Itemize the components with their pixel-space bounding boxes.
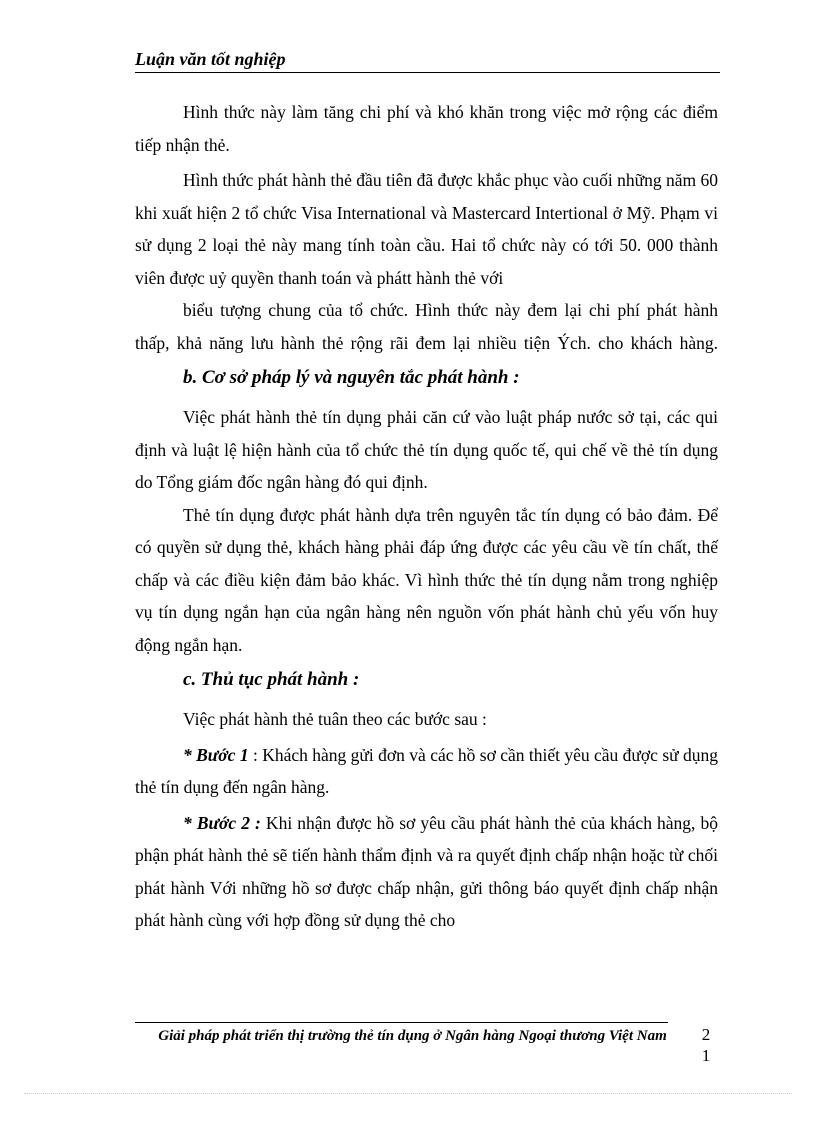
document-body: [135, 96, 718, 937]
step-1: [135, 739, 718, 804]
footer-rule: [135, 1022, 668, 1023]
section-heading-b: b. Cơ sở pháp lý và nguyên tắc phát hành :: [183, 367, 520, 388]
page-edge-divider: [24, 1093, 792, 1094]
paragraph-2: Hình thức phát hành thẻ đầu tiên đã được khắc phục vào cuối những năm 60 khi xuất hiện 2 tổ chức Visa International và Mastercard Intertional ở Mỹ. Phạm vi sử dụng 2 loại thẻ này mang tính toàn cầu. Hai tổ chức này có tới 50. 000 thành viên được uỷ quyền thanh toán và phátt hành thẻ với: [135, 170, 718, 288]
paragraph-1: Hình thức này làm tăng chi phí và khó khăn trong việc mở rộng các điểm tiếp nhận thẻ.: [135, 102, 718, 155]
paragraph-6: Việc phát hành thẻ tuân theo các bước sau :: [183, 709, 487, 729]
running-header-title: Luận văn tốt nghiệp: [135, 49, 286, 69]
step-2: [135, 807, 718, 937]
paragraph-3: biểu tượng chung của tổ chức. Hình thức này đem lại chi phí phát hành thấp, khả năng lưu hành thẻ rộng rãi đem lại nhiều tiện Ých. cho khách hàng.: [135, 300, 718, 353]
paragraph-5: Thẻ tín dụng được phát hành dựa trên nguyên tắc tín dụng có bảo đảm. Để có quyền sử dụng thẻ, khách hàng phải đáp ứng được các yêu cầu về tín chất, thế chấp và các điều kiện đảm bảo khác. Vì hình thức thẻ tín dụng nằm trong nghiệp vụ tín dụng ngắn hạn của ngân hàng nên nguồn vốn phát hành chủ yếu vốn huy động ngắn hạn.: [135, 504, 718, 655]
page-number-line-1: 2: [701, 1025, 711, 1044]
paragraph-4: Việc phát hành thẻ tín dụng phải căn cứ vào luật pháp nước sở tại, các qui định và luật lệ hiện hành của tổ chức thẻ tín dụng quốc tế, qui chế về thẻ tín dụng do Tổng giám đốc ngân hàng đó qui định.: [135, 407, 718, 492]
running-footer-title: Giải pháp phát triển thị trường thẻ tín dụng ở Ngân hàng Ngoại thương Việt Nam: [158, 1028, 667, 1044]
step-1-label: * Bước 1: [183, 744, 249, 765]
header-rule: [135, 72, 720, 73]
page-number-line-2: 1: [701, 1046, 711, 1065]
page-number: [696, 1024, 716, 1066]
step-2-label: * Bước 2 :: [183, 812, 261, 833]
step-1-text: : Khách hàng gửi đơn và các hồ sơ cần thiết yêu cầu được sử dụng thẻ tín dụng đến ngân hàng.: [135, 744, 718, 797]
section-heading-c: c. Thủ tục phát hành :: [183, 669, 360, 690]
step-2-text: Khi nhận được hồ sơ yêu cầu phát hành thẻ của khách hàng, bộ phận phát hành thẻ sẽ tiến hành thẩm định và ra quyết định chấp nhận hoặc từ chối phát hành Với những hồ sơ được chấp nhận, gửi thông báo quyết định chấp nhận phát hành cùng với hợp đồng sử dụng thẻ cho: [135, 812, 718, 930]
